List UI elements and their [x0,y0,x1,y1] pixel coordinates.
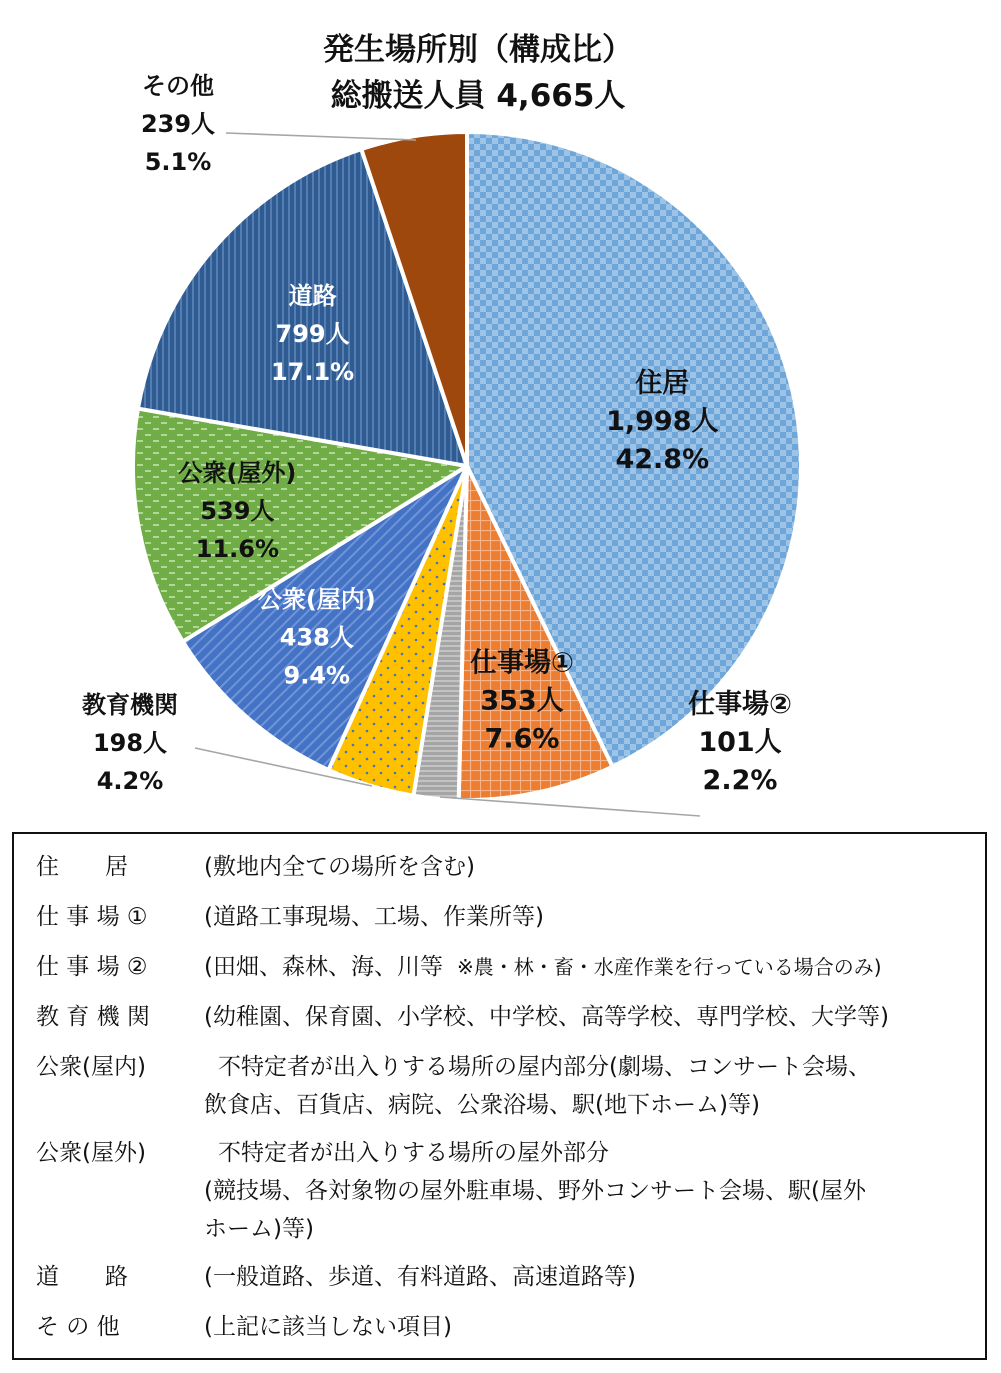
slice-label-name-6: 道路 [288,282,337,311]
slice-label-count-5: 539人 [200,497,275,526]
legend-desc-line: (幼稚園、保育園、小学校、中学校、高等学校、専門学校、大学等) [204,1004,889,1030]
legend-term: 仕 事 場 ① [36,904,148,930]
slice-label-name-0: 住居 [635,368,690,400]
legend-desc-line: (上記に該当しない項目) [204,1314,452,1340]
legend-desc [204,1258,979,1296]
slice-label-name-7: その他 [142,72,214,100]
legend-desc [204,1308,979,1346]
slice-label-name-4: 公衆(屋内) [257,585,376,614]
legend-desc-line: (道路工事現場、工場、作業所等) [204,904,544,930]
slice-label-percent-5: 11.6% [195,535,280,564]
legend-desc [204,898,979,936]
legend-desc-line: ホーム)等) [204,1216,314,1242]
legend-desc [204,1134,979,1248]
legend-term: 道 路 [36,1264,128,1290]
legend-note: ※農・林・畜・水産作業を行っている場合のみ) [456,955,882,979]
slice-label-name-1: 仕事場① [470,647,574,679]
legend-desc [204,998,979,1036]
slice-label-name-5: 公衆(屋外) [178,459,297,488]
legend-desc-line: 不特定者が出入りする場所の屋外部分 [218,1140,609,1166]
legend-desc [204,1048,979,1124]
legend-desc-line: (敷地内全ての場所を含む) [204,854,475,880]
legend-desc-line: 飲食店、百貨店、病院、公衆浴場、駅(地下ホーム)等) [204,1092,760,1118]
legend-box [12,832,987,1360]
legend-term: そ の 他 [36,1314,120,1340]
legend-term: 教 育 機 関 [36,1004,150,1030]
legend-desc-line: (競技場、各対象物の屋外駐車場、野外コンサート会場、駅(屋外 [204,1178,866,1204]
slice-label-percent-0: 42.8% [615,444,710,476]
legend-term: 公衆(屋外) [36,1140,146,1166]
legend-desc-line: (田畑、森林、海、川等 [204,954,443,980]
legend-term: 仕 事 場 ② [36,954,148,980]
slice-label-count-2: 101人 [698,727,782,758]
slice-label-count-0: 1,998人 [606,406,719,438]
slice-label-count-7: 239人 [140,110,216,138]
slice-label-percent-7: 5.1% [144,148,212,176]
legend-desc [204,848,979,886]
slice-label-count-1: 353人 [480,685,564,717]
slice-label-count-3: 198人 [92,729,168,757]
chart-title: 発生場所別（構成比） [323,32,633,68]
leader-line-2 [440,797,700,816]
slice-label-percent-2: 2.2% [702,765,778,796]
slice-label-count-4: 438人 [279,623,354,652]
slice-label-name-3: 教育機関 [82,691,178,719]
legend-desc-line: (一般道路、歩道、有料道路、高速道路等) [204,1264,636,1290]
slice-label-percent-3: 4.2% [96,767,164,795]
legend-term: 公衆(屋内) [36,1054,146,1080]
slice-label-name-2: 仕事場② [688,689,792,720]
chart-subtitle: 総搬送人員 4,665人 [330,78,626,114]
leader-line-7 [226,133,416,140]
slice-label-percent-4: 9.4% [283,661,351,690]
legend-term: 住 居 [36,854,128,880]
slice-label-percent-1: 7.6% [484,723,560,755]
slice-label-percent-6: 17.1% [270,358,355,387]
legend-desc-line: 不特定者が出入りする場所の屋内部分(劇場、コンサート会場、 [218,1054,871,1080]
legend-desc [204,948,979,986]
slice-label-count-6: 799人 [275,320,350,349]
